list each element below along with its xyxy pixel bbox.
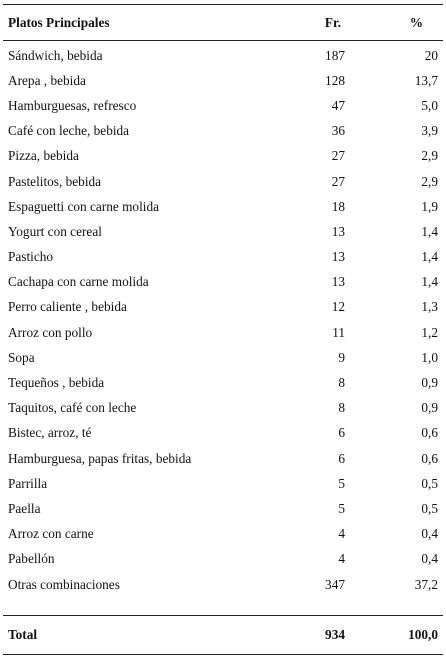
table-row <box>3 93 443 118</box>
row-dish-name: Perro caliente , bebida <box>8 299 127 315</box>
table-row <box>3 496 443 521</box>
row-percent: 0,4 <box>421 526 438 542</box>
row-percent: 0,6 <box>421 450 438 466</box>
row-frequency: 13 <box>331 274 345 290</box>
row-percent: 0,9 <box>421 375 438 391</box>
row-frequency: 4 <box>338 526 345 542</box>
row-frequency: 187 <box>325 47 345 63</box>
row-percent: 0,9 <box>421 400 438 416</box>
row-dish-name: Sándwich, bebida <box>8 47 103 63</box>
total-row <box>3 616 443 655</box>
table-row <box>3 169 443 194</box>
total-frequency: 934 <box>283 616 349 655</box>
row-dish-name: Otras combinaciones <box>8 576 120 592</box>
table-row <box>3 245 443 270</box>
row-dish-name: Pabellón <box>8 551 55 567</box>
row-percent: 1,9 <box>421 198 438 214</box>
table-row <box>3 396 443 421</box>
total-separator <box>3 597 443 616</box>
table-row <box>3 572 443 597</box>
row-frequency: 13 <box>331 249 345 265</box>
row-frequency: 8 <box>338 400 345 416</box>
row-dish-name: Arepa , bebida <box>8 72 86 88</box>
table-row <box>3 421 443 446</box>
row-dish-name: Espaguetti con carne molida <box>8 198 160 214</box>
row-percent: 1,2 <box>421 324 438 340</box>
row-percent: 0,4 <box>421 551 438 567</box>
row-dish-name: Pizza, bebida <box>8 148 79 164</box>
row-frequency: 27 <box>331 148 345 164</box>
row-percent: 20 <box>424 47 438 63</box>
row-dish-name: Hamburguesa, papas fritas, bebida <box>8 450 192 466</box>
row-percent: 2,9 <box>421 148 438 164</box>
row-frequency: 47 <box>331 97 345 113</box>
total-label: Total <box>3 616 283 655</box>
row-dish-name: Yogurt con cereal <box>8 223 102 239</box>
table-row <box>3 68 443 93</box>
table-row <box>3 41 443 69</box>
row-frequency: 27 <box>331 173 345 189</box>
row-percent: 1,4 <box>421 274 438 290</box>
row-percent: 0,5 <box>421 500 438 516</box>
table-body <box>3 41 443 598</box>
total-percent: 100,0 <box>349 616 443 655</box>
table-row <box>3 219 443 244</box>
table-row <box>3 144 443 169</box>
row-frequency: 12 <box>331 299 345 315</box>
row-dish-name: Cachapa con carne molida <box>8 274 149 290</box>
table-row <box>3 320 443 345</box>
row-percent: 37,2 <box>414 576 438 592</box>
table-row <box>3 345 443 370</box>
row-percent: 0,6 <box>421 425 438 441</box>
column-header-platos: Platos Principales <box>3 5 283 41</box>
row-percent: 3,9 <box>421 123 438 139</box>
table-row <box>3 194 443 219</box>
row-dish-name: Tequeños , bebida <box>8 375 105 391</box>
table-row <box>3 119 443 144</box>
row-frequency: 13 <box>331 223 345 239</box>
row-dish-name: Sopa <box>8 349 35 365</box>
row-percent: 5,0 <box>421 97 438 113</box>
row-percent: 2,9 <box>421 173 438 189</box>
row-percent: 1,4 <box>421 249 438 265</box>
row-percent: 0,5 <box>421 475 438 491</box>
frequency-table <box>3 4 443 655</box>
row-frequency: 11 <box>332 324 345 340</box>
table-row <box>3 547 443 572</box>
table-row <box>3 370 443 395</box>
row-percent: 1,0 <box>421 349 438 365</box>
column-header-percent: % <box>349 5 443 41</box>
row-frequency: 128 <box>325 72 345 88</box>
row-frequency: 6 <box>338 425 345 441</box>
row-dish-name: Pastelitos, bebida <box>8 173 102 189</box>
row-dish-name: Parrilla <box>8 475 48 491</box>
table-row <box>3 270 443 295</box>
row-dish-name: Taquitos, café con leche <box>8 400 137 416</box>
table-row <box>3 295 443 320</box>
row-frequency: 18 <box>331 198 345 214</box>
row-dish-name: Hamburguesas, refresco <box>8 97 137 113</box>
row-frequency: 5 <box>338 500 345 516</box>
row-frequency: 8 <box>338 375 345 391</box>
column-header-frequency: Fr. <box>283 5 349 41</box>
row-percent: 1,4 <box>421 223 438 239</box>
row-percent: 1,3 <box>421 299 438 315</box>
row-frequency: 4 <box>338 551 345 567</box>
row-dish-name: Arroz con pollo <box>8 324 93 340</box>
table-row <box>3 522 443 547</box>
row-frequency: 5 <box>338 475 345 491</box>
row-frequency: 9 <box>338 349 345 365</box>
table-row <box>3 471 443 496</box>
row-percent: 13,7 <box>414 72 438 88</box>
row-dish-name: Paella <box>8 500 41 516</box>
row-frequency: 36 <box>331 123 345 139</box>
row-dish-name: Bistec, arroz, té <box>8 425 92 441</box>
row-dish-name: Arroz con carne <box>8 526 94 542</box>
table-row <box>3 446 443 471</box>
row-dish-name: Café con leche, bebida <box>8 123 130 139</box>
row-frequency: 347 <box>325 576 345 592</box>
row-dish-name: Pasticho <box>8 249 54 265</box>
row-frequency: 6 <box>338 450 345 466</box>
header-row <box>3 5 443 41</box>
